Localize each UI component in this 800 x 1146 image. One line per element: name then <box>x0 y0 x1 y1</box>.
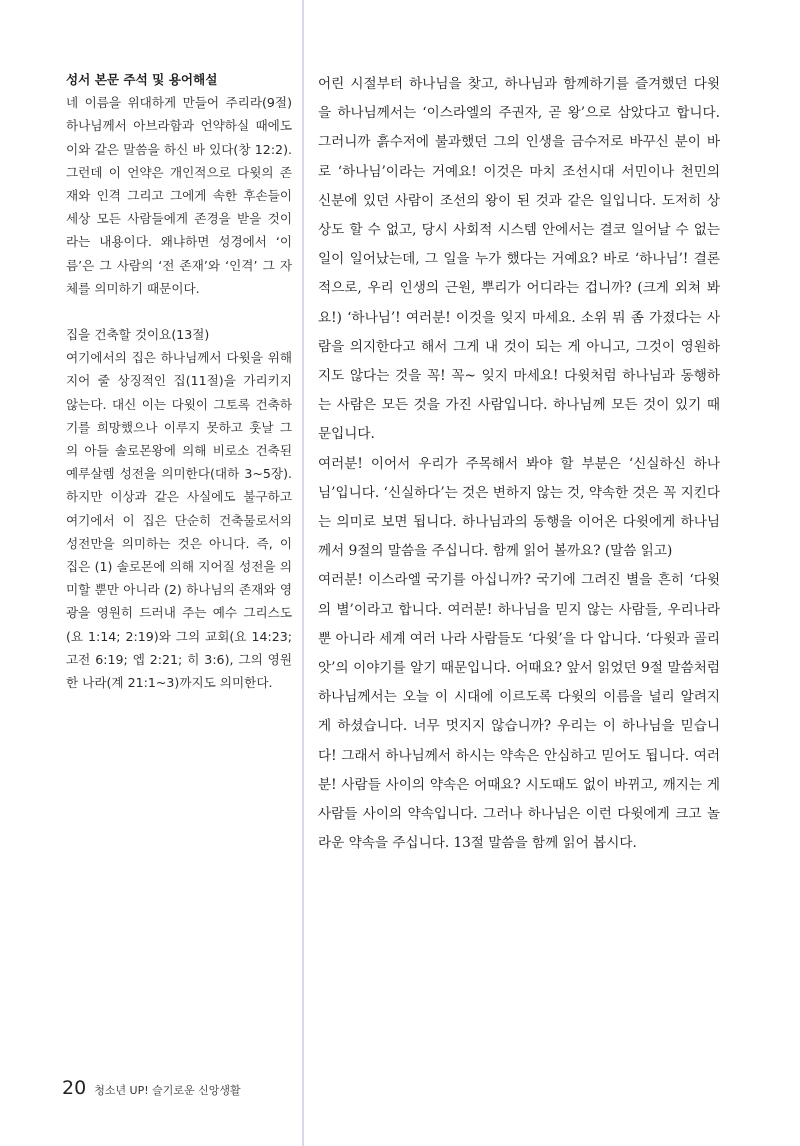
commentary-sidebar <box>66 68 292 694</box>
main-paragraph-1: 어린 시절부터 하나님을 찾고, 하나님과 함께하기를 즐겨했던 다윗을 하나님께서는 ‘이스라엘의 주권자, 곧 왕’으로 삼았다고 합니다. 그러니까 흙수저에 불과했던 그의 인생을 금수저로 바꾸신 분이 바로 ‘하나님’이라는 거예요! 이것은 마치 조선시대 서민이나 천민의 신분에 있던 사람이 조선의 왕이 된 것과 같은 일입니다. 도저히 상상도 할 수 없고, 당시 사회적 시스템 안에서는 결코 일어날 수 없는 일이 일어났는데, 그 일을 누가 했다는 거예요? 바로 ‘하나님’! 결론적으로, 우리 인생의 근원, 뿌리가 어디라는 겁니까? (크게 외쳐 봐요!) ‘하나님’! 여러분! 이것을 잊지 마세요. 소위 뭐 좀 가졌다는 사람을 의지한다고 해서 그게 내 것이 되는 게 아니고, 그것이 영원하지도 않다는 것을 꼭! 꼭~ 잊지 마세요! 다윗처럼 하나님과 동행하는 사람은 모든 것을 가진 사람입니다. 하나님께 모든 것이 있기 때문입니다. <box>318 76 720 443</box>
note-house-body: 여기에서의 집은 하나님께서 다윗을 위해 지어 줄 상징적인 집(11절)을 가리키지 않는다. 대신 이는 다윗이 그토록 건축하기를 희망했으나 이루지 못하고 훗날 그의 아들 솔로몬왕에 의해 비로소 건축된 예루살렘 성전을 의미한다(대하 3~5장). 하지만 이상과 같은 사실에도 불구하고 여기에서 이 집은 단순히 건축물로서의 성전만을 의미하는 것은 아니다. 즉, 이 집은 (1) 솔로몬에 의해 지어질 성전을 의미할 뿐만 아니라 (2) 하나님의 존재와 영광을 영원히 드러내 주는 예수 그리스도(요 1:14; 2:19)와 그의 교회(요 14:23; 고전 6:19; 엡 2:21; 히 3:6), 그의 영원한 나라(계 21:1~3)까지도 의미한다. <box>66 350 292 691</box>
spacer <box>66 300 292 323</box>
book-title: 청소년 UP! 슬기로운 신앙생활 <box>94 1084 241 1097</box>
main-text <box>318 70 720 858</box>
main-paragraph-2: 여러분! 이어서 우리가 주목해서 봐야 할 부분은 ‘신실하신 하나님’입니다. ‘신실하다’는 것은 변하지 않는 것, 약속한 것은 꼭 지킨다는 의미로 보면 됩니다. 하나님과의 동행을 이어온 다윗에게 하나님께서 9절의 말씀을 주십니다. 함께 읽어 볼까요? (말씀 읽고) <box>318 455 720 560</box>
page-number: 20 <box>62 1077 87 1099</box>
column-divider <box>302 0 304 1146</box>
main-paragraph-3: 여러분! 이스라엘 국기를 아십니까? 국기에 그려진 별을 흔히 ‘다윗의 별’이라고 합니다. 여러분! 하나님을 믿지 않는 사람들, 우리나라뿐 아니라 세계 여러 나라 사람들도 ‘다윗’을 다 압니다. ‘다윗과 골리앗’의 이야기를 알기 때문입니다. 어때요? 앞서 읽었던 9절 말씀처럼 하나님께서는 오늘 이 시대에 이르도록 다윗의 이름을 널리 알려지게 하셨습니다. 너무 멋지지 않습니까? 우리는 이 하나님을 믿습니다! 그래서 하나님께서 하시는 약속은 안심하고 믿어도 됩니다. 여러분! 사람들 사이의 약속은 어때요? 시도때도 없이 바뀌고, 깨지는 게 사람들 사이의 약속입니다. 그러나 하나님은 이런 다윗에게 크고 놀라운 약속을 주십니다. 13절 말씀을 함께 읽어 봅시다. <box>318 572 720 852</box>
note-house-heading: 집을 건축할 것이요(13절) <box>66 327 210 343</box>
page-footer <box>62 1077 241 1099</box>
note-name-greatness: 네 이름을 위대하게 만들어 주리라(9절) 하나님께서 아브라함과 언약하실 때에도 이와 같은 말씀을 하신 바 있다(창 12:2). 그런데 이 언약은 개인적으로 다윗의 존재와 인격 그리고 그에게 속한 후손들이 세상 모든 사람들에게 존경을 받을 것이라는 내용이다. 왜냐하면 성경에서 ‘이름’은 그 사람의 ‘전 존재’와 ‘인격’ 그 자체를 의미하기 때문이다. <box>66 95 292 296</box>
sidebar-title: 성서 본문 주석 및 용어해설 <box>66 72 218 87</box>
